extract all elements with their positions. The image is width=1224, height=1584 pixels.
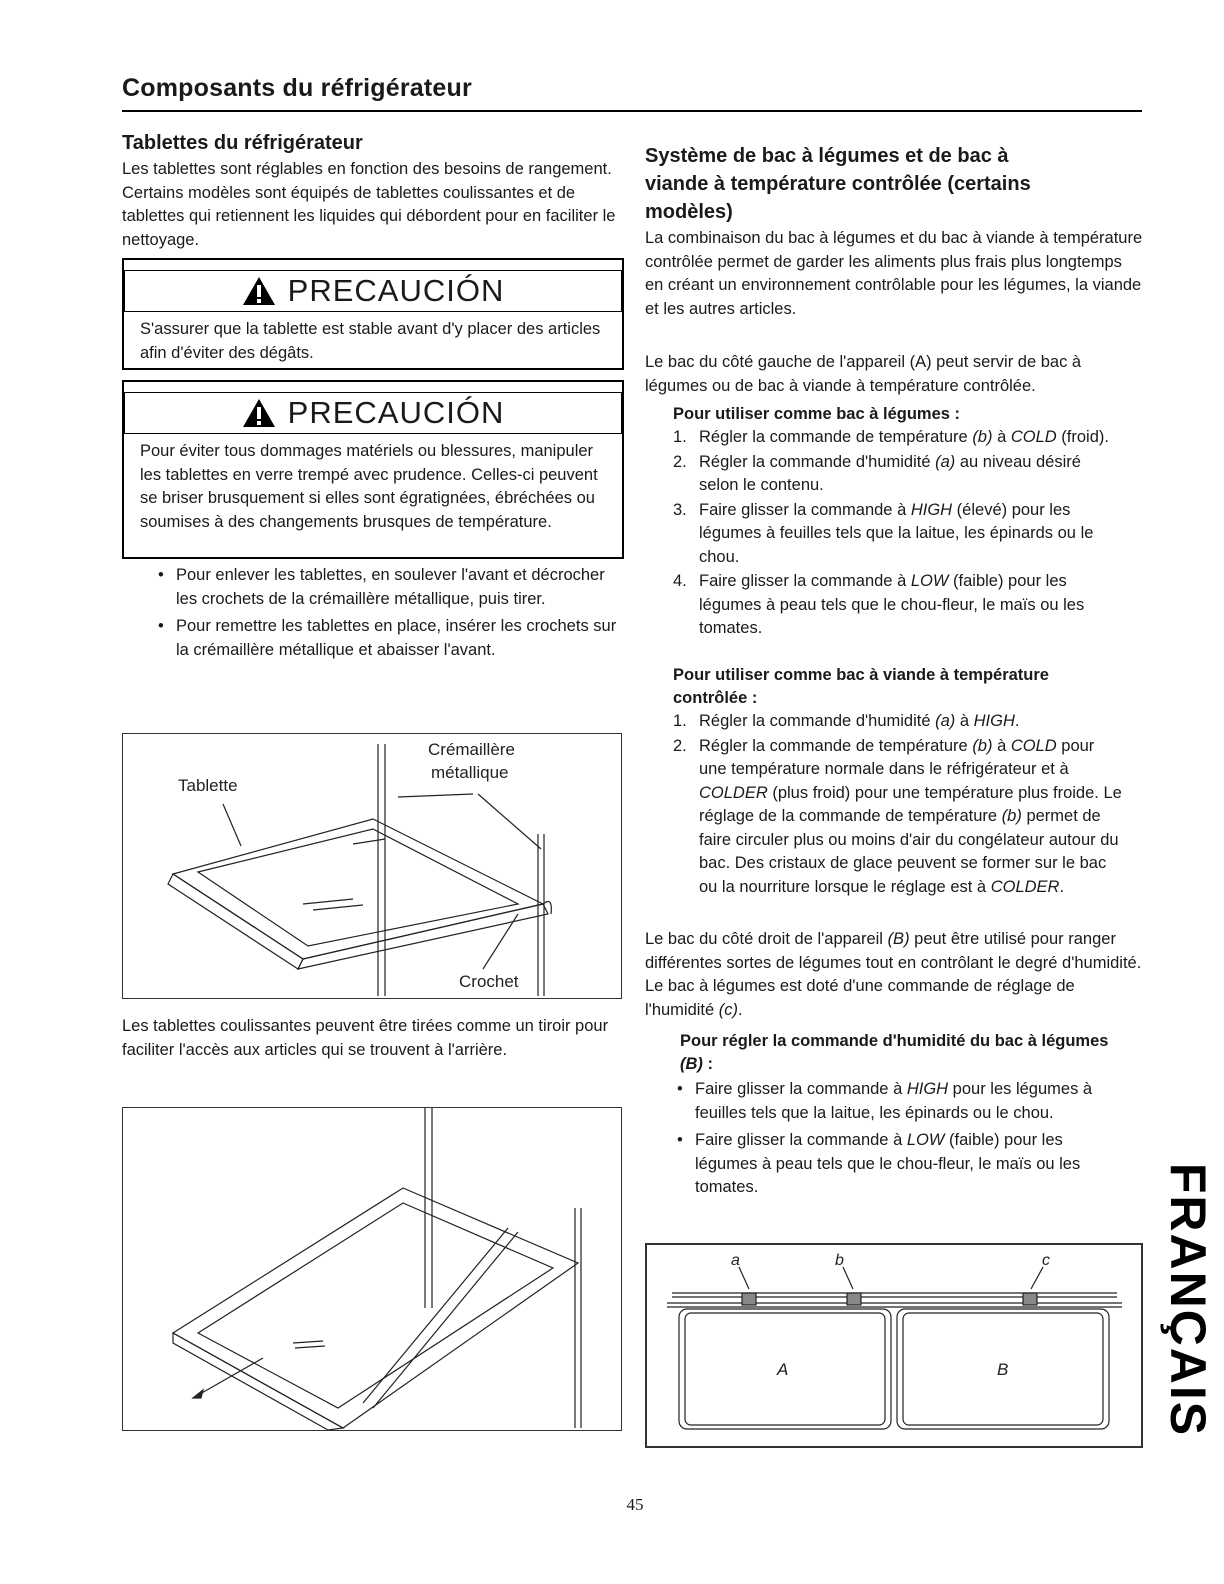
caution-text-2: Pour éviter tous dommages matériels ou blessures, manipuler les tablettes en verre trempé avec prudence. Celles-ci peuvent se briser brusquement si elles sont égratignées, ébréchées ou soumises à des changements brusques de température. <box>140 442 598 531</box>
caution-title-1: PRECAUCIÓN <box>124 270 622 312</box>
page-title: Composants du réfrigérateur <box>122 74 472 102</box>
language-tab: FRANÇAIS <box>1160 1162 1217 1438</box>
shelf-label: Tablette <box>178 776 238 795</box>
veg-heading: Pour utiliser comme bac à légumes : <box>673 405 961 423</box>
list-item: • Pour enlever les tablettes, en soulever l'avant et décrocher les crochets de la crémaillère métallique, puis tirer. <box>154 564 622 611</box>
warning-icon <box>242 398 276 428</box>
list-item: 2. Régler la commande de température (b) à COLD pour une température normale dans le réfrigérateur et à COLDER (plus froid) pour une température plus froide. Le réglage de la commande de température (b) permet de faire circuler plus ou moins d'air du congélateur autour du bac. Des cristaux de glace peuvent se former sur le bac ou la nourriture lorsque le réglage est à COLDER. <box>673 736 1122 896</box>
rack-label-1: Crémaillère <box>428 740 515 759</box>
crisper-para-3: Le bac du côté droit de l'appareil (B) peut être utilisé pour ranger différentes sortes de légumes tout en contrôlant le degré d'humidité. Le bac à légumes est doté d'une commande de réglage de l'humidité (c). <box>645 930 1142 1019</box>
hook-label: Crochet <box>459 972 519 991</box>
crisper-para-2: Le bac du côté gauche de l'appareil (A) peut servir de bac à légumes ou de bac à viande à température contrôlée. <box>645 353 1082 395</box>
label-bin-a: A <box>777 1360 789 1379</box>
label-bin-b: B <box>997 1360 1009 1379</box>
sliding-shelf-figure <box>122 1107 622 1431</box>
list-item: 3. Faire glisser la commande à HIGH (élevé) pour les légumes à feuilles tels que la laitue, les épinards ou le chou. <box>673 500 1094 566</box>
label-c: c <box>1042 1252 1050 1269</box>
label-a: a <box>731 1252 740 1269</box>
caution-box-1 <box>122 258 624 370</box>
list-item: 4. Faire glisser la commande à LOW (faible) pour les légumes à peau tels que le chou-fleur, le maïs ou les tomates. <box>673 572 1085 637</box>
page-number: 45 <box>626 1495 644 1514</box>
humidity-heading: Pour régler la commande d'humidité du bac à légumes (B) : <box>680 1032 1109 1073</box>
crisper-heading: Système de bac à légumes et de bac à viande à température contrôlée (certains modèles) <box>645 145 1031 223</box>
caution-title-2: PRECAUCIÓN <box>124 392 622 434</box>
caution-box-2 <box>122 380 624 559</box>
shelf-figure <box>122 733 622 999</box>
meat-heading: Pour utiliser comme bac à viande à température contrôlée : <box>673 666 1049 707</box>
list-item: • Pour remettre les tablettes en place, insérer les crochets sur la crémaillère métallique et abaisser l'avant. <box>154 615 622 662</box>
list-item: 2. Régler la commande d'humidité (a) au niveau désiré selon le contenu. <box>673 452 1081 494</box>
crisper-figure <box>645 1243 1143 1448</box>
list-item: • Faire glisser la commande à HIGH pour les légumes à feuilles tels que la laitue, les épinards ou le chou. <box>673 1078 1123 1125</box>
meat-steps <box>673 710 1123 900</box>
sliding-shelf-text: Les tablettes coulissantes peuvent être tirées comme un tiroir pour faciliter l'accès aux articles qui se trouvent à l'arrière. <box>122 1017 609 1059</box>
list-item: • Faire glisser la commande à LOW (faible) pour les légumes à peau tels que le chou-fleur, le maïs ou les tomates. <box>673 1129 1123 1200</box>
warning-icon <box>242 276 276 306</box>
veg-steps <box>673 426 1123 642</box>
rack-label-2: métallique <box>431 763 509 782</box>
title-rule <box>122 110 1142 112</box>
list-item: 1. Régler la commande de température (b) à COLD (froid). <box>673 428 1109 446</box>
shelves-intro: Les tablettes sont réglables en fonction des besoins de rangement. Certains modèles sont équipés de tablettes coulissantes et de tablettes qui retiennent les liquides qui débordent pour en faciliter le nettoyage. <box>122 160 616 249</box>
caution-text-1: S'assurer que la tablette est stable avant d'y placer des articles afin d'éviter des dégâts. <box>140 320 601 362</box>
crisper-para-1: La combinaison du bac à légumes et du bac à viande à température contrôlée permet de garder les aliments plus frais plus longtemps en créant un environnement contrôlable pour les légumes, la viande et les autres articles. <box>645 229 1143 318</box>
shelf-bullets <box>154 564 622 666</box>
shelves-heading: Tablettes du réfrigérateur <box>122 132 363 154</box>
crisper-illustration <box>647 1245 1141 1446</box>
list-item: 1. Régler la commande d'humidité (a) à HIGH. <box>673 712 1020 730</box>
humidity-bullets <box>673 1078 1123 1204</box>
label-b: b <box>835 1252 844 1269</box>
sliding-shelf-illustration <box>123 1108 621 1430</box>
shelf-illustration <box>123 734 621 998</box>
